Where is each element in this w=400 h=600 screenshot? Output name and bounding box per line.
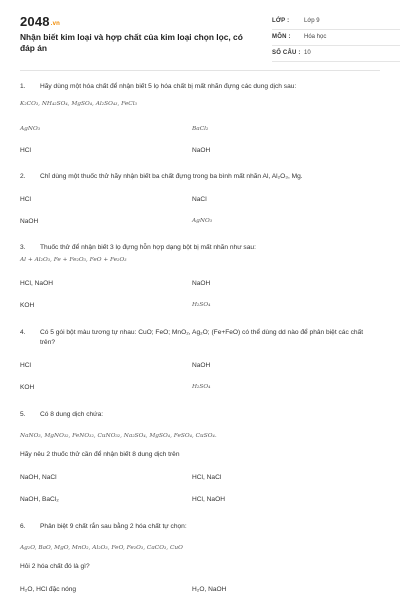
answer-option-b[interactable]: NaOH (192, 362, 211, 369)
answer-option-b[interactable]: NaOH (192, 280, 211, 287)
answer-option-b[interactable]: HCl, NaCl (192, 474, 222, 481)
answer-option-a[interactable]: AgNO₃ (20, 126, 41, 132)
question-number: 2. (20, 173, 26, 180)
meta-row-subject (272, 30, 400, 46)
question-formula: K₂CO₃, NH₄₂SO₄, MgSO₄, Al₂SO₄₃, FeCl₃ (20, 101, 137, 107)
question-subtext: Hãy nêu 2 thuốc thử cần để nhận biết 8 dung dịch trên (20, 451, 180, 458)
question-subtext: Hỏi 2 hóa chất đó là gì? (20, 563, 90, 570)
question-formula: Ag₂O, BaO, MgO, MnO₂, Al₂O₃, FeO, Fe₂O₃, CaCO₃, CuO (20, 545, 183, 551)
answer-option-d[interactable]: HCl, NaOH (192, 496, 225, 503)
question-number: 3. (20, 244, 26, 251)
meta-row-count (272, 46, 400, 62)
question-text: Thuốc thử để nhận biết 3 lọ đựng hỗn hợp dạng bột bị mất nhãn như sau: (40, 244, 256, 251)
meta-row-class (272, 14, 400, 30)
answer-option-a[interactable]: HCl, NaOH (20, 280, 53, 287)
answer-option-b[interactable]: BaCl₂ (192, 126, 209, 132)
question-number: 4. (20, 329, 26, 336)
answer-option-c[interactable]: NaOH, BaCl₂ (20, 496, 59, 503)
answer-option-a[interactable]: NaOH, NaCl (20, 474, 57, 481)
page-title: Nhận biết kim loại và hợp chất của kim loại chọn lọc, có đáp án (20, 32, 243, 53)
meta-panel (272, 14, 400, 62)
answer-option-c[interactable]: NaOH (20, 218, 39, 225)
meta-key: LỚP : (272, 18, 290, 24)
answer-option-a[interactable]: H₂O, HCl đặc nóng (20, 586, 77, 593)
answer-option-d[interactable]: H₂SO₄ (192, 384, 211, 390)
question-number: 5. (20, 411, 26, 418)
meta-value: Hóa học (304, 34, 327, 40)
question-formula: NaNO₃, MgNO₃₂, FeNO₃₂, CuNO₃₂, Na₂SO₄, MgSO₄, FeSO₄, CuSO₄. (20, 433, 217, 439)
answer-option-b[interactable]: NaCl (192, 196, 207, 203)
question-text: Phân biệt 9 chất rắn sau bằng 2 hóa chất tự chọn: (40, 523, 187, 530)
answer-option-c[interactable]: HCl (20, 147, 31, 154)
meta-value: Lớp 9 (304, 18, 320, 24)
question-formula: Al + Al₂O₃, Fe + Fe₂O₃, FeO + Fe₂O₃ (20, 257, 127, 263)
answer-option-c[interactable]: KOH (20, 384, 35, 391)
meta-value: 10 (304, 50, 311, 56)
meta-key: MÔN : (272, 34, 291, 40)
question-number: 1. (20, 83, 26, 90)
answer-option-d[interactable]: NaOH (192, 147, 211, 154)
question-number: 6. (20, 523, 26, 530)
meta-key: SỐ CÂU : (272, 50, 301, 56)
answer-option-a[interactable]: HCl (20, 362, 31, 369)
header (20, 14, 380, 72)
answer-option-a[interactable]: HCl (20, 196, 31, 203)
site-logo[interactable]: 2048.vn (20, 14, 61, 29)
question-text: Có 8 dung dịch chứa: (40, 411, 104, 418)
header-divider (20, 70, 380, 71)
answer-option-d[interactable]: AgNO₃ (192, 218, 213, 224)
question-text: Chỉ dùng một thuốc thử hãy nhận biết ba chất đựng trong ba bình mất nhãn Al, Al₂O₃, Mg. (40, 173, 303, 180)
question-text: Có 5 gói bột màu tương tự nhau: CuO; FeO; MnO₂, Ag₂O; (Fe+FeO) có thể dùng dd nào để phân biệt các chất trên? (40, 329, 364, 346)
answer-option-d[interactable]: H₂SO₄ (192, 302, 211, 308)
question-text: Hãy dùng một hóa chất để nhận biết 5 lọ hóa chất bị mất nhãn đựng các dung dịch sau: (40, 83, 297, 90)
answer-option-b[interactable]: H₂O, NaOH (192, 586, 227, 593)
answer-option-c[interactable]: KOH (20, 302, 35, 309)
